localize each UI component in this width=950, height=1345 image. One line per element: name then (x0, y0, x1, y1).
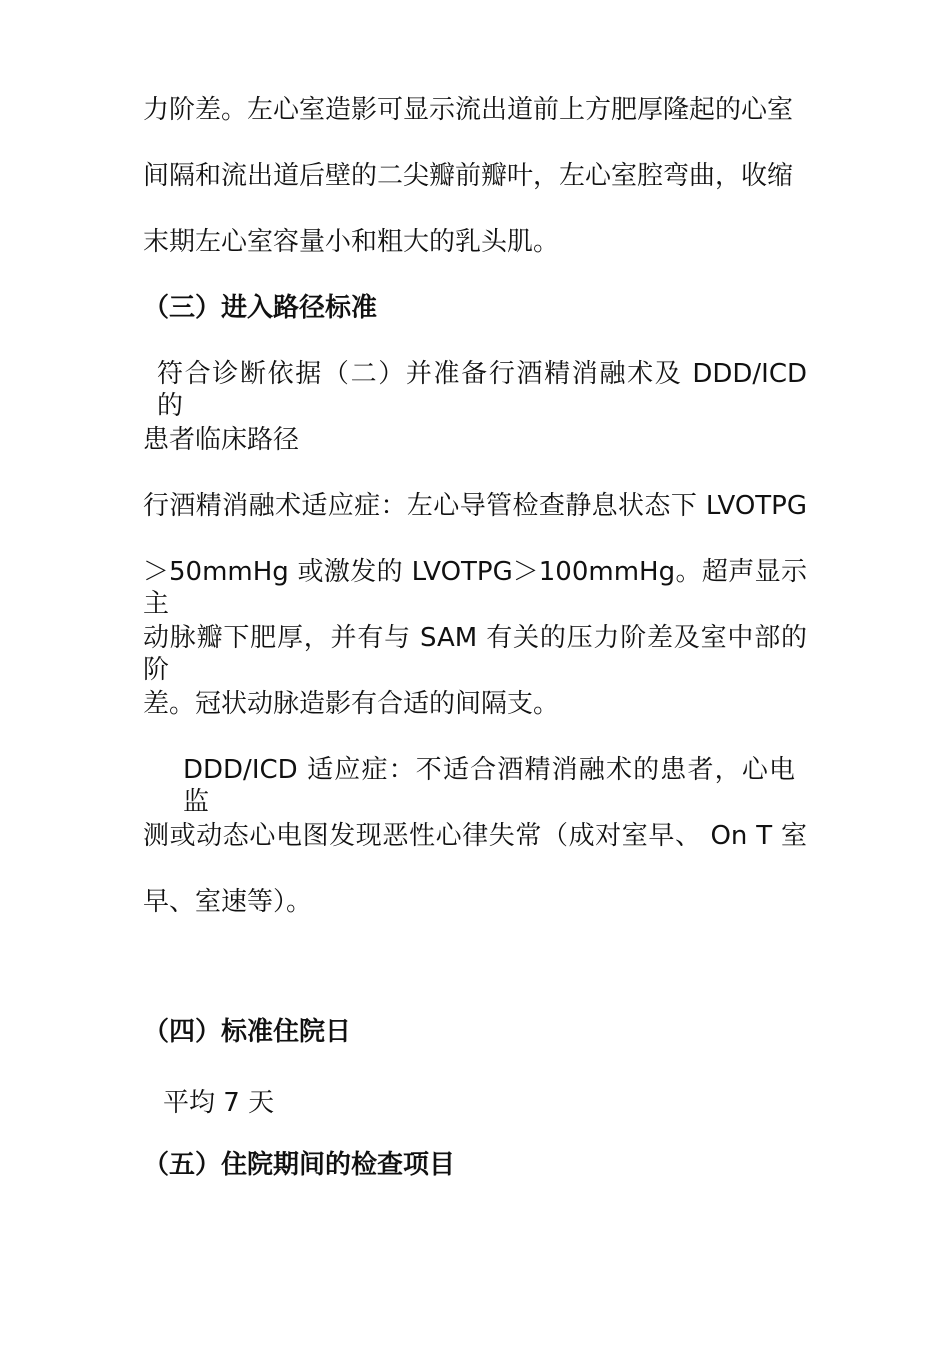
paragraph-line: DDD/ICD 适应症：不适合酒精消融术的患者，心电监 (183, 755, 795, 817)
section-heading-4: （四）标准住院日 (143, 1017, 352, 1047)
section-heading-3: （三）进入路径标准 (143, 293, 378, 323)
paragraph-line: 力阶差。左心室造影可显示流出道前上方肥厚隆起的心室 (143, 95, 794, 125)
paragraph-line: 差。冠状动脉造影有合适的间隔支。 (143, 689, 560, 719)
paragraph-line: 末期左心室容量小和粗大的乳头肌。 (143, 227, 560, 257)
paragraph-line: 符合诊断依据（二）并准备行酒精消融术及 DDD/ICD 的 (157, 359, 807, 421)
section-heading-5: （五）住院期间的检查项目 (143, 1150, 456, 1180)
paragraph-line: 测或动态心电图发现恶性心律失常（成对室早、 On T 室 (143, 821, 807, 851)
paragraph-line: 早、室速等）。 (143, 887, 313, 917)
paragraph-line: 行酒精消融术适应症：左心导管检查静息状态下 LVOTPG (143, 491, 807, 521)
paragraph-line: 平均 7 天 (163, 1088, 275, 1118)
paragraph-line: 动脉瓣下肥厚，并有与 SAM 有关的压力阶差及室中部的阶 (143, 623, 807, 685)
paragraph-line: ＞50mmHg 或激发的 LVOTPG＞100mmHg。超声显示主 (143, 557, 807, 619)
paragraph-line: 患者临床路径 (143, 425, 300, 455)
paragraph-line: 间隔和流出道后壁的二尖瓣前瓣叶，左心室腔弯曲，收缩 (143, 161, 794, 191)
